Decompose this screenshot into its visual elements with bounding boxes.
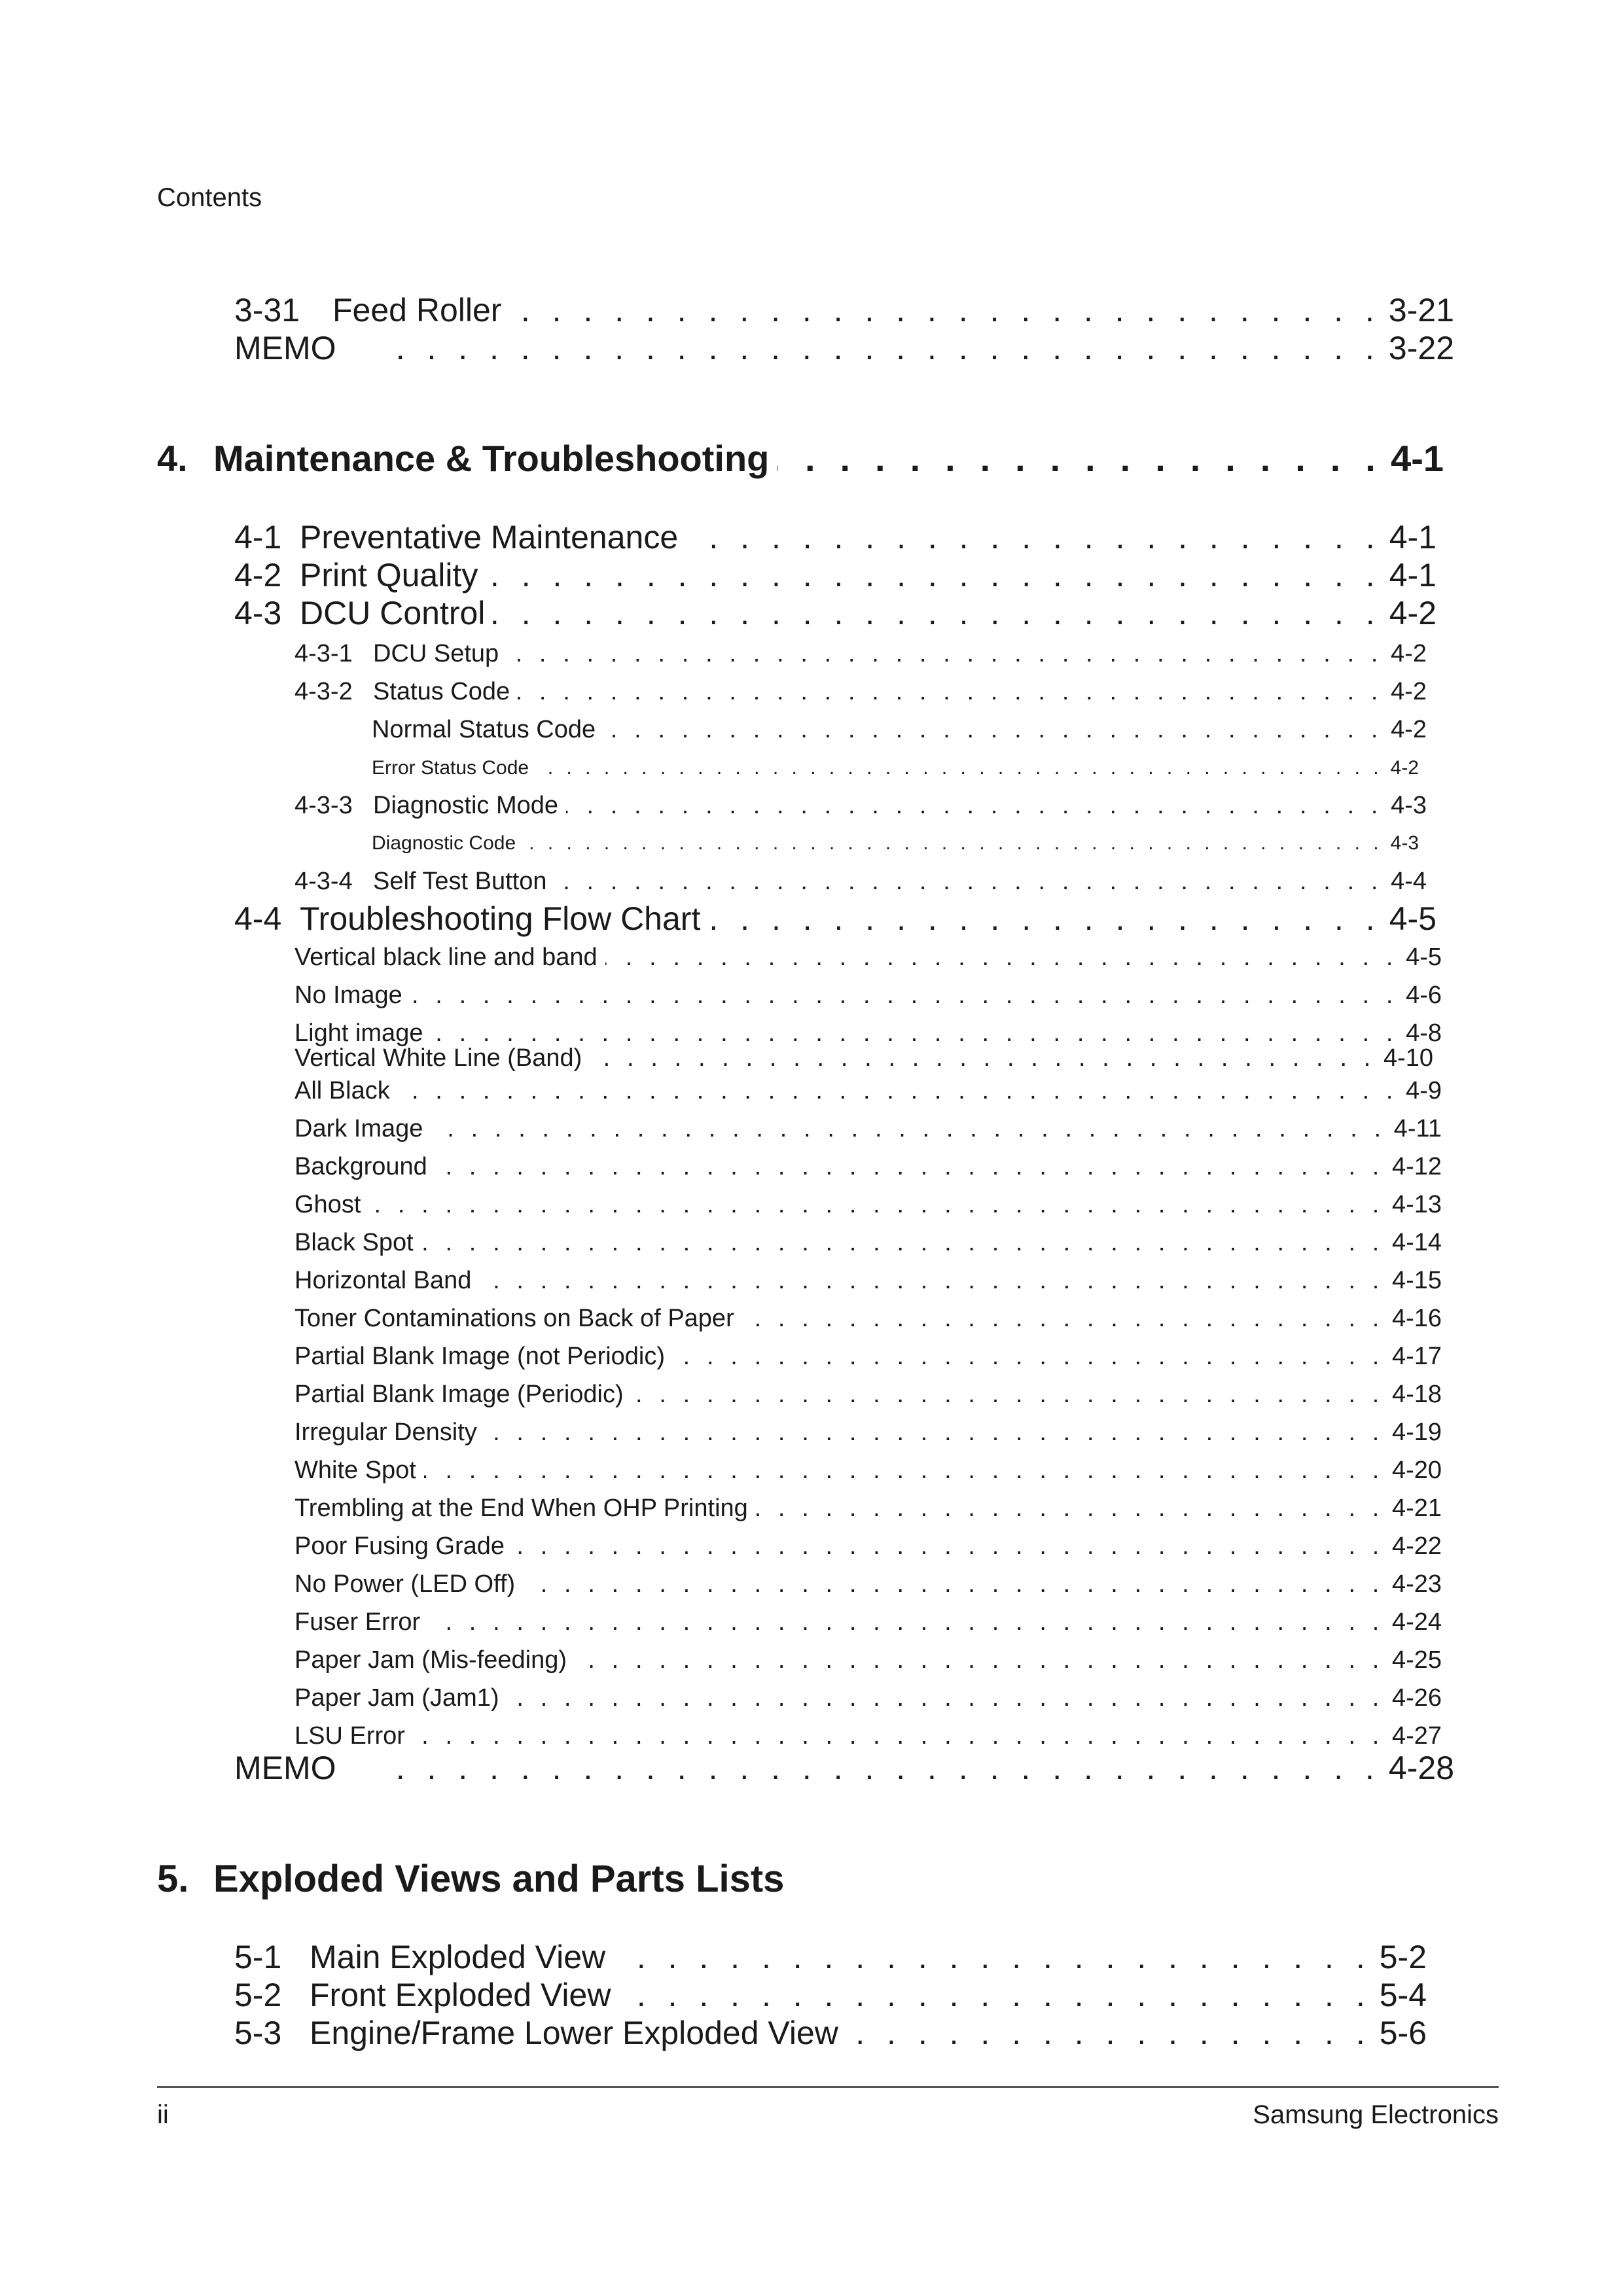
entry-title: DCU Control [300, 595, 486, 631]
entry-title: Background [294, 1153, 427, 1180]
entry-title: Paper Jam (Mis-feeding) [294, 1646, 567, 1674]
entry-title: Feed Roller [332, 292, 502, 328]
entry-title: Irregular Density [294, 1419, 477, 1446]
toc-entry [234, 1976, 1427, 2014]
entry-title: LSU Error [294, 1722, 405, 1750]
entry-title: DCU Setup [373, 640, 499, 667]
entry-title: Exploded Views and Parts Lists [213, 1858, 785, 1900]
dot-leader [493, 594, 1381, 632]
footer-rule [157, 2086, 1499, 2088]
entry-title: No Image [294, 981, 402, 1009]
entry-number: 4-3-4 [294, 868, 353, 895]
entry-number: 3-31 [234, 292, 300, 328]
dot-leader [590, 1044, 1376, 1072]
toc-entry [294, 1305, 1442, 1333]
entry-title: Vertical black line and band [294, 944, 597, 971]
toc-entry [294, 1457, 1442, 1485]
entry-number: 4-2 [234, 557, 282, 593]
toc-entry [234, 900, 1436, 938]
dot-leader [846, 2014, 1372, 2052]
toc-entry [234, 2014, 1427, 2052]
toc-entry [234, 291, 1454, 329]
page-number: 5-2 [1379, 1939, 1427, 1975]
entry-title: Toner Contaminations on Back of Paper [294, 1305, 734, 1332]
dot-leader [410, 981, 1398, 1010]
entry-number: 5-3 [234, 2015, 282, 2051]
page-number: 4-5 [1389, 900, 1436, 937]
toc-entry [294, 1267, 1442, 1295]
dot-leader [368, 1191, 1384, 1219]
page-number: 4-14 [1391, 1229, 1442, 1256]
entry-number: 4-3-1 [294, 640, 353, 667]
entry-title: Partial Blank Image (Periodic) [294, 1381, 624, 1408]
dot-leader [479, 1267, 1384, 1295]
page-header: Contents [157, 183, 262, 212]
footer-publisher: Samsung Electronics [1253, 2100, 1499, 2129]
dot-leader [566, 792, 1383, 820]
dot-leader [603, 716, 1383, 744]
entry-title: White Spot [294, 1457, 416, 1484]
page-number: 4-3 [1391, 792, 1427, 819]
toc-entry [294, 981, 1442, 1010]
dot-leader [537, 757, 1383, 779]
entry-number: 4-1 [234, 519, 282, 556]
dot-leader [742, 1305, 1384, 1333]
entry-title: Light image [294, 1019, 423, 1047]
page-number: 4-1 [1389, 557, 1436, 593]
entry-title: Status Code [373, 678, 510, 705]
toc-entry [294, 1722, 1442, 1750]
entry-title: Diagnostic Mode [373, 792, 559, 819]
footer-page-number: ii [157, 2100, 169, 2129]
dot-leader [431, 1019, 1398, 1048]
page-number: 5-6 [1379, 2015, 1427, 2051]
dot-leader [523, 1570, 1384, 1598]
entry-number: 4-3-3 [294, 792, 353, 819]
dot-leader [756, 1494, 1384, 1523]
entry-number: 4-4 [234, 900, 282, 937]
toc-entry [234, 1938, 1427, 1976]
dot-leader [554, 868, 1383, 896]
dot-leader [431, 1115, 1385, 1143]
page-number: 4-25 [1391, 1646, 1442, 1674]
page-number: 4-5 [1406, 944, 1442, 971]
page-number: 4-6 [1406, 981, 1442, 1009]
toc-entry [294, 640, 1427, 668]
entry-number: 5-2 [234, 1977, 282, 2013]
chapter-entry [157, 437, 1444, 480]
entry-number: 4-3-2 [294, 678, 353, 705]
entry-title: MEMO [234, 1750, 336, 1786]
dot-leader [398, 1077, 1398, 1105]
dot-leader [509, 291, 1380, 329]
toc-entry [294, 1191, 1442, 1219]
dot-leader [613, 1938, 1372, 1976]
page-number: 4-19 [1391, 1419, 1442, 1446]
entry-title: Error Status Code [372, 757, 529, 779]
dot-leader [428, 1608, 1384, 1636]
toc-entry [294, 1044, 1433, 1072]
toc-entry [294, 1115, 1442, 1143]
entry-title: Ghost [294, 1191, 361, 1218]
entry-title: Troubleshooting Flow Chart [300, 900, 701, 937]
page-number: 4-2 [1389, 595, 1436, 631]
toc-entry [234, 556, 1436, 594]
entry-title: Engine/Frame Lower Exploded View [310, 2015, 838, 2051]
page-number: 4-23 [1391, 1570, 1442, 1598]
dot-leader [605, 944, 1398, 972]
entry-title: Maintenance & Troubleshooting [213, 438, 770, 479]
entry-title: Self Test Button [373, 868, 547, 895]
page-number: 4-12 [1391, 1153, 1442, 1180]
page-number: 4-1 [1389, 519, 1436, 556]
dot-leader [777, 437, 1383, 480]
toc-entry [294, 1608, 1442, 1636]
toc-entry [234, 594, 1436, 632]
toc-entry [294, 1153, 1442, 1181]
toc-entry [234, 329, 1454, 367]
page-number: 4-2 [1391, 640, 1427, 667]
toc-entry [294, 868, 1427, 896]
page-number: 4-16 [1391, 1305, 1442, 1332]
dot-leader [395, 329, 1381, 367]
entry-title: Trembling at the End When OHP Printing [294, 1494, 748, 1522]
toc-entry [294, 1077, 1442, 1105]
toc-entry [294, 1019, 1442, 1048]
entry-number: 4. [157, 438, 188, 479]
entry-title: Vertical White Line (Band) [294, 1044, 582, 1072]
entry-title: Diagnostic Code [372, 832, 516, 854]
entry-title: Paper Jam (Jam1) [294, 1684, 499, 1712]
page-number: 4-24 [1391, 1608, 1442, 1636]
entry-title: Dark Image [294, 1115, 423, 1142]
page-number: 4-8 [1406, 1019, 1442, 1047]
entry-title: Black Spot [294, 1229, 414, 1256]
page-number: 4-2 [1390, 757, 1419, 779]
page-number: 4-2 [1391, 678, 1427, 705]
toc-entry [372, 832, 1419, 855]
dot-leader [618, 1976, 1371, 2014]
toc-entry [294, 1419, 1442, 1447]
entry-title: Horizontal Band [294, 1267, 472, 1294]
page-number: 4-28 [1388, 1750, 1454, 1786]
entry-title: Partial Blank Image (not Periodic) [294, 1343, 666, 1370]
dot-leader [673, 1343, 1384, 1371]
page-number: 4-18 [1391, 1381, 1442, 1408]
toc-entry [294, 1532, 1442, 1561]
dot-leader [524, 832, 1383, 855]
toc-entry [234, 1749, 1454, 1787]
dot-leader [435, 1153, 1384, 1181]
entry-number: 5-1 [234, 1939, 282, 1975]
page-number: 4-26 [1391, 1684, 1442, 1712]
toc-entry [294, 1343, 1442, 1371]
dot-leader [424, 1457, 1384, 1485]
entry-title: Print Quality [300, 557, 478, 593]
page-number: 4-10 [1383, 1044, 1433, 1072]
entry-number: 5. [157, 1858, 189, 1900]
dot-leader [575, 1646, 1384, 1674]
page-number: 4-20 [1391, 1457, 1442, 1484]
toc-entry [294, 792, 1427, 820]
page-number: 3-21 [1388, 292, 1454, 328]
page-number: 5-4 [1379, 1977, 1427, 2013]
page-number: 4-3 [1390, 832, 1419, 854]
entry-title: Preventative Maintenance [300, 519, 679, 556]
page-number: 4-27 [1391, 1722, 1442, 1750]
toc-entry [234, 518, 1436, 556]
dot-leader [485, 1419, 1384, 1447]
entry-title: Fuser Error [294, 1608, 421, 1636]
entry-title: Front Exploded View [310, 1977, 611, 2013]
page-number: 4-2 [1391, 716, 1427, 743]
toc-entry [294, 1646, 1442, 1674]
page-number: 4-15 [1391, 1267, 1442, 1294]
dot-leader [421, 1229, 1384, 1257]
page-number: 4-9 [1406, 1077, 1442, 1104]
entry-title: Poor Fusing Grade [294, 1532, 505, 1560]
toc-entry [372, 757, 1419, 779]
toc-entry [294, 1684, 1442, 1712]
page-number: 3-22 [1388, 330, 1454, 366]
page-number: 4-17 [1391, 1343, 1442, 1370]
dot-leader [507, 640, 1383, 668]
entry-title: Main Exploded View [310, 1939, 606, 1975]
page-number: 4-11 [1393, 1115, 1442, 1142]
toc-entry [294, 678, 1427, 706]
entry-number: 4-3 [234, 595, 282, 631]
dot-leader [486, 556, 1381, 594]
page-number: 4-21 [1391, 1494, 1442, 1522]
dot-leader [632, 1381, 1384, 1409]
entry-title: No Power (LED Off) [294, 1570, 516, 1598]
dot-leader [518, 678, 1383, 706]
toc-entry [294, 1229, 1442, 1257]
entry-title: Normal Status Code [372, 716, 596, 743]
entry-title: All Black [294, 1077, 390, 1104]
entry-title: MEMO [234, 330, 336, 366]
chapter-entry [157, 1857, 1444, 1901]
dot-leader [512, 1532, 1384, 1561]
dot-leader [708, 900, 1381, 938]
page-number: 4-13 [1391, 1191, 1442, 1218]
toc-entry [294, 1494, 1442, 1523]
dot-leader [395, 1749, 1381, 1787]
toc-entry [294, 1381, 1442, 1409]
page-number: 4-4 [1391, 868, 1427, 895]
toc-entry [294, 944, 1442, 972]
page-number: 4-1 [1391, 438, 1444, 479]
dot-leader [686, 518, 1382, 556]
toc-entry [372, 716, 1427, 744]
page-number: 4-22 [1391, 1532, 1442, 1560]
dot-leader [413, 1722, 1384, 1750]
toc-entry [294, 1570, 1442, 1598]
dot-leader [507, 1684, 1384, 1712]
